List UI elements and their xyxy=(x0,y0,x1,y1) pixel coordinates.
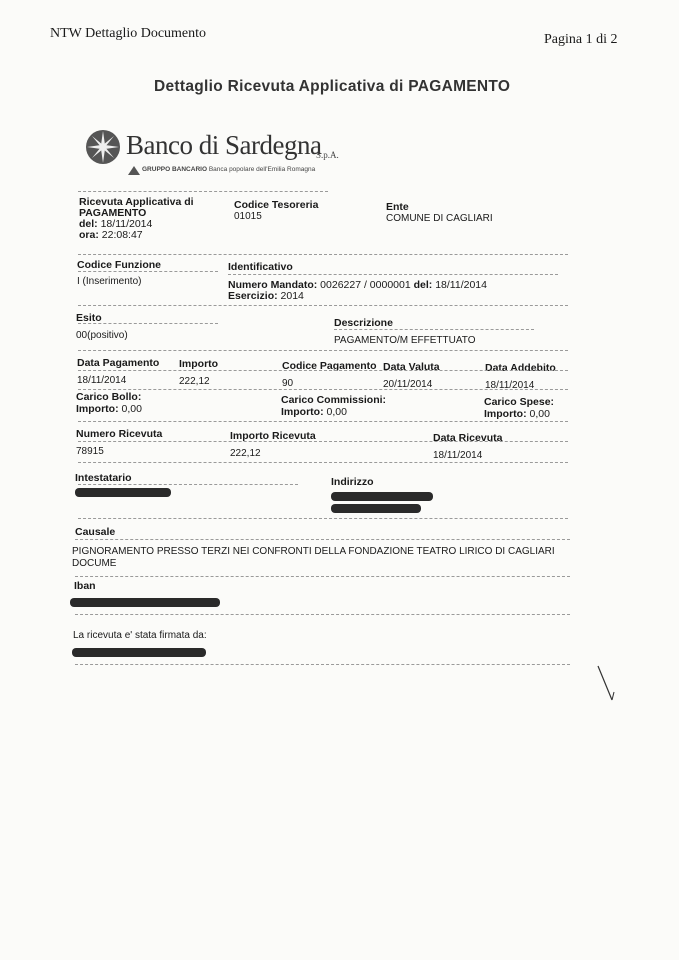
causale-line2: DOCUME xyxy=(72,558,117,569)
bank-name: Banco di Sardegna xyxy=(126,130,322,160)
divider xyxy=(334,329,534,330)
carico-spese-sub: Importo: xyxy=(484,408,527,420)
divider xyxy=(78,254,568,255)
descrizione-label: Descrizione xyxy=(334,317,393,329)
importo-ricevuta-label: Importo Ricevuta xyxy=(230,430,316,442)
data-addebito-value: 18/11/2014 xyxy=(485,380,535,391)
esito-label: Esito xyxy=(76,312,102,324)
divider xyxy=(78,518,568,519)
divider xyxy=(78,271,218,272)
divider xyxy=(78,484,298,485)
bank-emblem-icon xyxy=(84,128,122,166)
divider xyxy=(78,191,328,192)
codice-tesoreria-value: 01015 xyxy=(234,211,262,222)
divider xyxy=(75,664,570,665)
carico-spese-label: Carico Spese: xyxy=(484,396,555,408)
intestatario-label: Intestatario xyxy=(75,472,132,484)
page-header-title: NTW Dettaglio Documento xyxy=(50,26,207,41)
mandato-del-value: 18/11/2014 xyxy=(435,279,487,291)
ente-value: COMUNE DI CAGLIARI xyxy=(386,213,493,224)
carico-bollo-importo xyxy=(76,403,142,415)
causale-line1: PIGNORAMENTO PRESSO TERZI NEI CONFRONTI DELLA FONDAZIONE TEATRO LIRICO DI CAGLIARI xyxy=(72,546,555,557)
carico-bollo-value: 0,00 xyxy=(121,403,142,415)
importo-ricevuta-value: 222,12 xyxy=(230,448,261,459)
divider xyxy=(228,274,558,275)
bank-group-sub: Banca popolare dell'Emilia Romagna xyxy=(208,166,316,173)
data-ricevuta-label: Data Ricevuta xyxy=(433,432,503,444)
codice-pagamento-value: 90 xyxy=(282,378,294,389)
numero-ricevuta-label: Numero Ricevuta xyxy=(76,428,163,440)
causale-text xyxy=(72,546,555,570)
esito-value: 00(positivo) xyxy=(76,330,128,341)
divider xyxy=(75,576,570,577)
carico-commissioni-value: 0,00 xyxy=(326,406,347,418)
divider xyxy=(78,462,568,463)
divider xyxy=(78,350,568,351)
carico-commissioni-importo xyxy=(281,406,347,418)
carico-spese-value: 0,00 xyxy=(529,408,550,420)
esercizio-value: 2014 xyxy=(280,290,304,302)
receipt-time-label: ora: xyxy=(79,229,99,241)
pen-mark-icon xyxy=(596,664,616,704)
bank-logo xyxy=(84,128,384,180)
numero-ricevuta-value: 78915 xyxy=(76,446,104,457)
bank-suffix: S.p.A. xyxy=(316,150,339,160)
divider xyxy=(75,614,570,615)
bank-group: GRUPPO BANCARIO xyxy=(142,166,208,173)
receipt-date-label: del: xyxy=(79,218,98,230)
divider xyxy=(78,323,218,324)
ente-label: Ente xyxy=(386,201,409,213)
divider xyxy=(78,441,568,442)
codice-funzione-value: I (Inserimento) xyxy=(77,276,142,287)
page-number: Pagina 1 di 2 xyxy=(544,32,618,47)
iban-redaction xyxy=(70,598,220,607)
codice-tesoreria-label: Codice Tesoreria xyxy=(234,199,319,211)
receipt-date: 18/11/2014 xyxy=(100,218,153,230)
data-valuta-label: Data Valuta xyxy=(383,361,440,373)
data-ricevuta-value: 18/11/2014 xyxy=(433,450,483,461)
data-addebito-label: Data Addebito xyxy=(485,362,556,374)
carico-commissioni-sub: Importo: xyxy=(281,406,324,418)
mandato-del-label: del: xyxy=(413,279,433,291)
divider xyxy=(78,389,568,390)
receipt-time: 22:08:47 xyxy=(101,229,143,241)
firma-label: La ricevuta e' stata firmata da: xyxy=(73,630,207,641)
data-pagamento-label: Data Pagamento xyxy=(77,357,160,369)
codice-pagamento-label: Codice Pagamento xyxy=(282,360,377,372)
document-title: Dettaglio Ricevuta Applicativa di PAGAMENTO xyxy=(154,78,511,95)
receipt-label xyxy=(79,197,194,241)
divider xyxy=(75,539,570,540)
divider xyxy=(78,370,568,371)
carico-bollo-label: Carico Bollo: xyxy=(76,391,142,403)
firma-redaction xyxy=(72,648,206,657)
carico-bollo-sub: Importo: xyxy=(76,403,119,415)
esercizio-label: Esercizio: xyxy=(228,290,278,302)
carico-commissioni-label: Carico Commissioni: xyxy=(281,394,387,406)
receipt-label-line2: PAGAMENTO xyxy=(79,207,147,219)
numero-mandato-value: 0026227 / 0000001 xyxy=(320,279,411,291)
data-valuta-value: 20/11/2014 xyxy=(383,379,433,390)
divider xyxy=(78,305,568,306)
numero-mandato-label: Numero Mandato: xyxy=(228,279,318,291)
divider xyxy=(78,421,568,422)
data-pagamento-value: 18/11/2014 xyxy=(77,375,127,386)
esercizio xyxy=(228,290,304,302)
receipt-label-line1: Ricevuta Applicativa di xyxy=(79,196,194,208)
causale-label: Causale xyxy=(75,526,116,538)
importo-label: Importo xyxy=(179,358,219,370)
codice-funzione-label: Codice Funzione xyxy=(77,259,161,271)
indirizzo-redaction-line2 xyxy=(331,504,421,513)
carico-spese-importo xyxy=(484,408,550,420)
group-mark-icon xyxy=(128,166,140,175)
intestatario-redaction xyxy=(75,488,171,497)
descrizione-value: PAGAMENTO/M EFFETTUATO xyxy=(334,335,476,346)
importo-value: 222,12 xyxy=(179,376,210,387)
identificativo-label: Identificativo xyxy=(228,261,293,273)
indirizzo-label: Indirizzo xyxy=(331,476,374,488)
iban-label: Iban xyxy=(74,580,96,592)
indirizzo-redaction-line1 xyxy=(331,492,433,501)
